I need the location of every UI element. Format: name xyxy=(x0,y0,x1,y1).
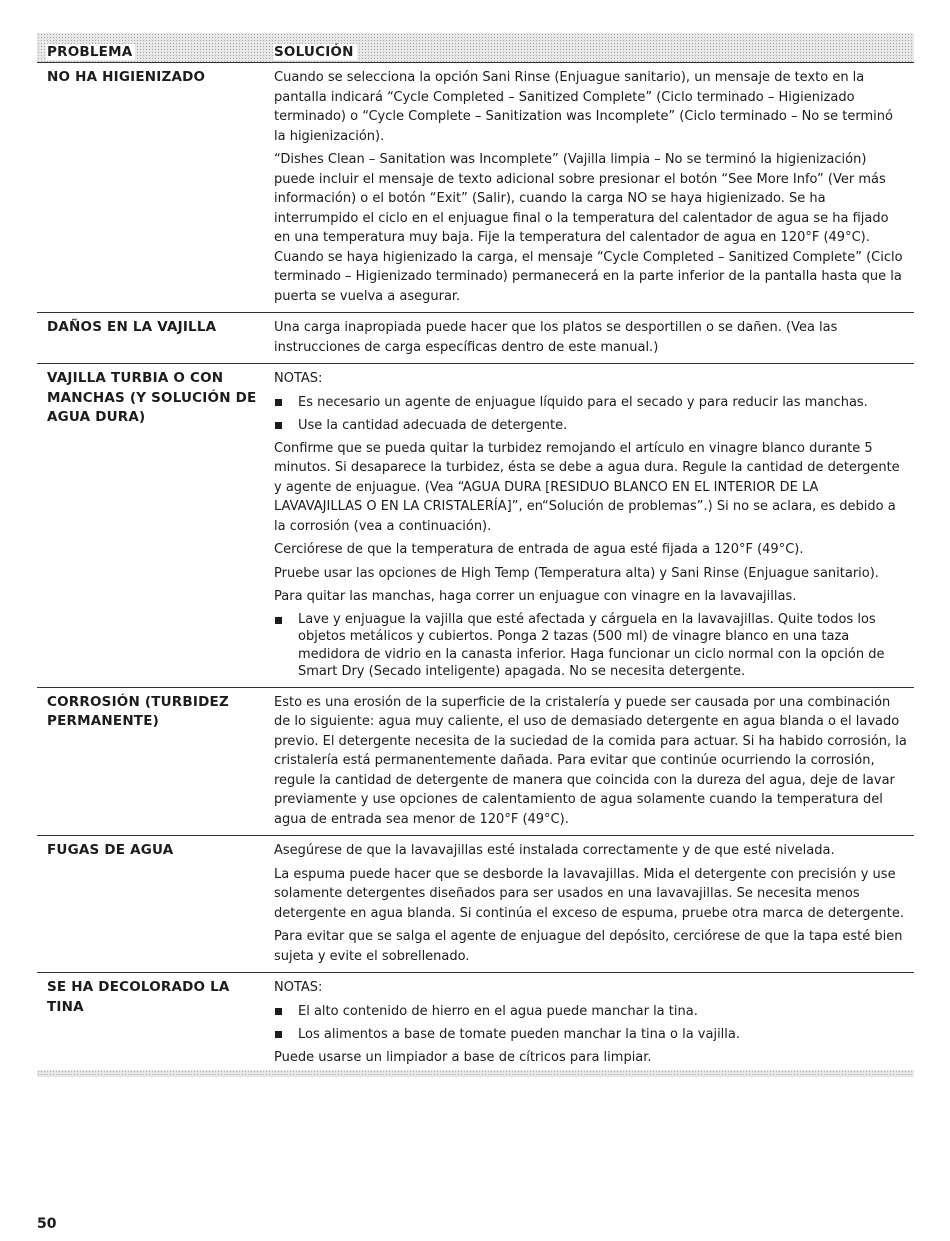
table-row xyxy=(37,973,914,1070)
notes-label: NOTAS: xyxy=(274,980,323,995)
bullet-list xyxy=(274,611,908,681)
list-item xyxy=(274,1002,908,1021)
solution-paragraph: Cuando se selecciona la opción Sani Rinse (Enjuague sanitario), un mensaje de texto en la pantalla indicará “Cycle Completed – Sanitized Complete” (Ciclo terminado – Higienizado terminado) o “Cycle Complete – Sanitization was Incomplete” (Ciclo terminado – No se terminó la higienización). xyxy=(274,70,893,144)
list-item-text: Es necesario un agente de enjuague líquido para el secado y para reducir las manchas. xyxy=(298,394,868,410)
bullet-square-icon xyxy=(275,1008,282,1015)
table-row xyxy=(37,313,914,364)
page-number: 50 xyxy=(37,1216,57,1232)
solution-paragraph: Para quitar las manchas, haga correr un enjuague con vinagre en la lavavajillas. xyxy=(274,589,797,604)
solution-paragraph: Esto es una erosión de la superficie de la cristalería y puede ser causada por una combinación de lo siguiente: agua muy caliente, el uso de demasiado detergente en agua blanda o el lavado previo. El detergente necesita de la suciedad de la comida para actuar. Si ha habido corrosión, la cristalería está permanentemente dañada. Para evitar que continúe ocurriendo la corrosión, regule la cantidad de detergente de manera que coincida con la dureza del agua, deje de lavar previamente y use opciones de calentamiento de agua solamente cuando la temperatura del agua de entrada sea menor de 120°F (49°C). xyxy=(274,694,907,827)
solution-cell xyxy=(264,841,914,966)
solution-paragraph: “Dishes Clean – Sanitation was Incomplete” (Vajilla limpia – No se terminó la higienización) puede incluir el mensaje de texto adicional sobre presionar el botón “See More Info” (Ver más información) o el botón “Exit” (Salir), cuando la carga NO se haya higienizado. Se ha interrumpido el ciclo en el enjuague final o la temperatura del calentador de agua se ha fijado en una temperatura muy baja. Fije la temperatura del calentador de agua en 120°F (49°C). Cuando se haya higienizado la carga, el mensaje “Cycle Completed – Sanitized Complete” (Ciclo terminado – Higienizado terminado) permanecerá en la parte inferior de la pantalla hasta que la puerta se vuelva a asegurar. xyxy=(274,152,903,304)
list-item xyxy=(274,416,908,435)
solution-cell xyxy=(264,978,914,1067)
solution-cell xyxy=(264,68,914,306)
list-item-text: El alto contenido de hierro en el agua puede manchar la tina. xyxy=(298,1003,698,1019)
list-item-text: Los alimentos a base de tomate pueden manchar la tina o la vajilla. xyxy=(298,1026,740,1042)
list-item-text: Use la cantidad adecuada de detergente. xyxy=(298,417,568,433)
table-row xyxy=(37,63,914,313)
table-row xyxy=(37,688,914,837)
header-solution: SOLUCIÓN xyxy=(273,44,357,60)
solution-paragraph: Una carga inapropiada puede hacer que los platos se desportillen o se dañen. (Vea las instrucciones de carga específicas dentro de este manual.) xyxy=(274,320,838,355)
list-item-text: Lave y enjuague la vajilla que esté afectada y cárguela en la lavavajillas. Quite todos los objetos metálicos y cubiertos. Ponga 2 tazas (500 ml) de vinagre blanco en una taza medidora de vidrio en la canasta inferior. Haga funcionar un ciclo normal con la opción de Smart Dry (Secado inteligente) apagada. No se necesita detergente. xyxy=(298,611,885,679)
bullet-square-icon xyxy=(275,1031,282,1038)
table-footer-bar xyxy=(37,1070,914,1077)
list-item xyxy=(274,611,908,681)
header-problem: PROBLEMA xyxy=(46,44,135,60)
solution-paragraph: Confirme que se pueda quitar la turbidez remojando el artículo en vinagre blanco durante 5 minutos. Si desaparece la turbidez, ésta se debe a agua dura. Regule la cantidad de detergente y agente de enjuague. (Vea “AGUA DURA [RESIDUO BLANCO EN EL INTERIOR DE LA LAVAVAJILLAS O EN LA CRISTALERÍA]”, en“Solución de problemas”.) Si no se aclara, es debido a la corrosión (vea a continuación). xyxy=(274,440,900,534)
bullet-square-icon xyxy=(275,422,282,429)
list-item xyxy=(274,1025,908,1044)
solution-paragraph: Pruebe usar las opciones de High Temp (Temperatura alta) y Sani Rinse (Enjuague sanitario). xyxy=(274,565,879,581)
solution-paragraph: Puede usarse un limpiador a base de cítricos para limpiar. xyxy=(274,1049,652,1065)
problem-cell: FUGAS DE AGUA xyxy=(47,842,174,858)
bullet-square-icon xyxy=(275,617,282,624)
table-header xyxy=(37,33,914,63)
bullet-square-icon xyxy=(275,399,282,406)
problem-cell: CORROSIÓN (TURBIDEZ PERMANENTE) xyxy=(47,693,229,729)
bullet-list xyxy=(274,393,908,435)
notes-label: NOTAS: xyxy=(274,371,323,386)
problem-cell: DAÑOS EN LA VAJILLA xyxy=(47,319,217,335)
solution-paragraph: Asegúrese de que la lavavajillas esté instalada correctamente y de que esté nivelada. xyxy=(274,843,835,858)
solution-paragraph: Cerciórese de que la temperatura de entrada de agua esté fijada a 120°F (49°C). xyxy=(274,542,804,557)
solution-paragraph: La espuma puede hacer que se desborde la lavavajillas. Mida el detergente con precisión y use solamente detergentes diseñados para ser usados en una lavavajillas. Se necesita menos detergente en agua blanda. Si continúa el exceso de espuma, pruebe otra marca de detergente. xyxy=(274,866,905,921)
table-row xyxy=(37,836,914,973)
problem-cell: VAJILLA TURBIA O CON MANCHAS (Y SOLUCIÓN DE AGUA DURA) xyxy=(47,370,257,425)
problem-cell: NO HA HIGIENIZADO xyxy=(47,69,206,85)
solution-cell xyxy=(264,318,914,357)
list-item xyxy=(274,393,908,412)
bullet-list xyxy=(274,1002,908,1044)
solution-cell xyxy=(264,693,914,830)
solution-paragraph: Para evitar que se salga el agente de enjuague del depósito, cerciórese de que la tapa esté bien sujeta y evite el sobrellenado. xyxy=(274,929,903,964)
troubleshooting-table xyxy=(37,33,914,1077)
solution-cell xyxy=(264,369,914,681)
table-row xyxy=(37,364,914,688)
problem-cell: SE HA DECOLORADO LA TINA xyxy=(47,979,230,1015)
